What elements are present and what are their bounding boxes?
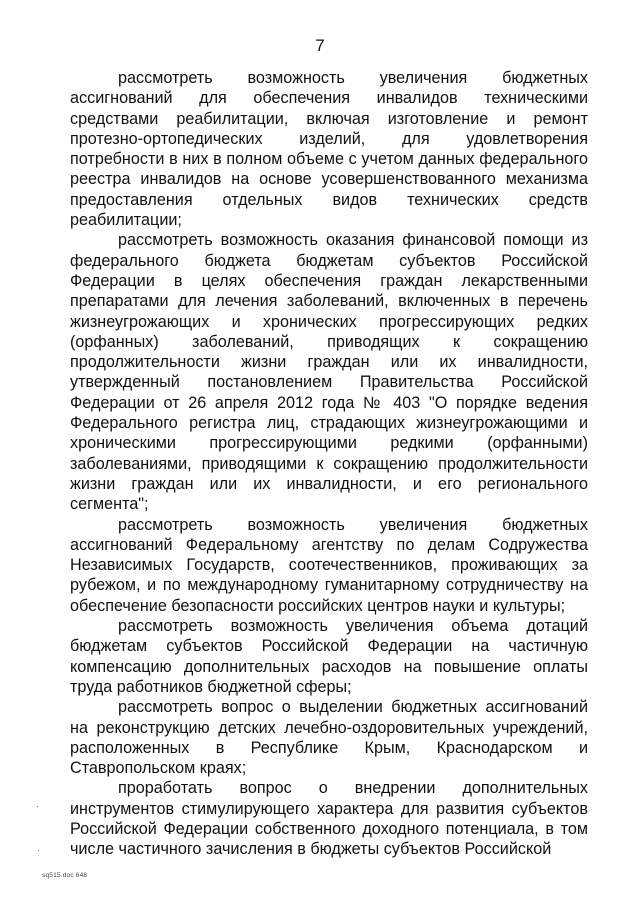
paragraph-subsidies: рассмотреть возможность увеличения объема дотаций бюджетам субъектов Российской Федерации на частичную компенсацию дополнительных расходов на повышение оплаты труда работников бюджетной сферы; <box>70 617 588 696</box>
paragraph-rehabilitation-means: рассмотреть возможность увеличения бюджетных ассигнований для обеспечения инвалидов техническими средствами реабилитации, включая изготовление и ремонт протезно-ортопедических изделий, для удовлетворения потребности в них в полном объеме с учетом данных федерального реестра инвалидов на основе усовершенствованного механизма предоставления отдельных видов технических средств реабилитации; <box>70 69 588 230</box>
margin-dot <box>38 850 39 851</box>
body-text <box>70 68 588 860</box>
paragraph-revenue-potential: проработать вопрос о внедрении дополнительных инструментов стимулирующего характера для развития субъектов Российской Федерации собственного доходного потенциала, в том числе частичного зачисления в бюджеты субъектов Российской <box>70 779 588 859</box>
margin-dot <box>37 806 38 807</box>
footer-filename: sq515.doc 648 <box>42 872 88 879</box>
paragraph-cis-agency: рассмотреть возможность увеличения бюджетных ассигнований Федеральному агентству по делам Содружества Независимых Государств, соотечественников, проживающих за рубежом, и по международному гуманитарному сотрудничеству на обеспечение безопасности российских центров науки и культуры; <box>70 515 588 615</box>
paragraph-children-facilities: рассмотреть вопрос о выделении бюджетных ассигнований на реконструкцию детских лечебно-оздоровительных учреждений, расположенных в Республике Крым, Краснодарском и Ставропольском краях; <box>70 698 588 778</box>
page-number: 7 <box>315 36 325 55</box>
paragraph-orphan-diseases: рассмотреть возможность оказания финансовой помощи из федерального бюджета бюджетам субъектов Российской Федерации в целях обеспечения граждан лекарственными препаратами для лечения заболеваний, включенных в перечень жизнеугрожающих и хронических прогрессирующих редких (орфанных) заболеваний, приводящих к сокращению продолжительности жизни граждан или их инвалидности, утвержденный постановлением Правительства Российской Федерации от 26 апреля 2012 года № 403 "О порядке ведения Федерального регистра лиц, страдающих жизнеугрожающими и хроническими прогрессирующими редкими (орфанными) заболеваниями, приводящими к сокращению продолжительности жизни граждан или их инвалидности, и его регионального сегмента"; <box>70 231 588 514</box>
